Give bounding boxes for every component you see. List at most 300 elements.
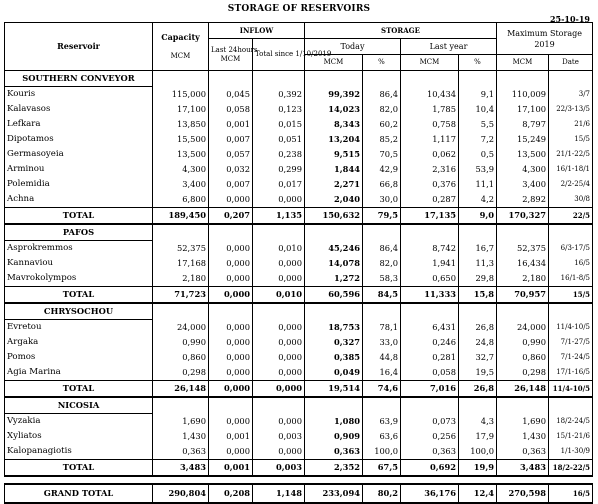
inflow-24h-cell: 0,032 — [209, 162, 253, 177]
header-ly-mcm: MCM — [401, 55, 459, 71]
inflow-total-cell: 0,015 — [253, 117, 305, 132]
inflow-total-cell: 0,392 — [253, 87, 305, 103]
header-today: Today — [305, 39, 401, 55]
storage-today-cell: 8,343 — [305, 117, 363, 132]
inflow-24h-cell: 0,000 — [209, 381, 253, 398]
section-empty-cell — [497, 71, 549, 87]
storage-today-cell: 0,327 — [305, 335, 363, 350]
storage-ly-cell: 0,246 — [401, 335, 459, 350]
inflow-24h-cell: 0,000 — [209, 414, 253, 430]
capacity-cell: 26,148 — [153, 381, 209, 398]
max-storage-date-cell: 7/1-24/5 — [549, 350, 593, 365]
inflow-24h-cell: 0,001 — [209, 117, 253, 132]
inflow-24h-cell: 0,000 — [209, 320, 253, 336]
storage-today-pct-cell: 80,2 — [363, 484, 401, 503]
section-empty-cell — [401, 303, 459, 320]
max-storage-cell: 2,180 — [497, 271, 549, 287]
inflow-24h-cell: 0,000 — [209, 256, 253, 271]
capacity-cell: 290,804 — [153, 484, 209, 503]
storage-ly-pct-cell: 19,5 — [459, 365, 497, 381]
inflow-total-cell: 0,000 — [253, 271, 305, 287]
storage-ly-cell: 7,016 — [401, 381, 459, 398]
reservoir-name: Lefkara — [5, 117, 153, 132]
max-storage-cell: 110,009 — [497, 87, 549, 103]
max-storage-date-cell: 16/5 — [549, 484, 593, 503]
storage-ly-cell: 1,941 — [401, 256, 459, 271]
storage-today-cell: 1,272 — [305, 271, 363, 287]
section-empty-cell — [549, 303, 593, 320]
inflow-total-cell: 0,010 — [253, 241, 305, 257]
max-storage-cell: 70,957 — [497, 287, 549, 304]
table-row — [5, 117, 593, 132]
storage-ly-cell: 0,650 — [401, 271, 459, 287]
storage-ly-pct-cell: 29,8 — [459, 271, 497, 287]
storage-today-pct-cell: 79,5 — [363, 208, 401, 225]
inflow-24h-cell: 0,057 — [209, 147, 253, 162]
section-empty-cell — [153, 397, 209, 414]
table-row — [5, 87, 593, 103]
storage-ly-pct-cell: 11,3 — [459, 256, 497, 271]
inflow-total-cell: 0,010 — [253, 287, 305, 304]
storage-ly-cell: 11,333 — [401, 287, 459, 304]
capacity-cell: 13,850 — [153, 117, 209, 132]
capacity-cell: 1,430 — [153, 429, 209, 444]
storage-ly-cell: 8,742 — [401, 241, 459, 257]
inflow-total-cell: 0,000 — [253, 256, 305, 271]
storage-today-pct-cell: 70,5 — [363, 147, 401, 162]
section-empty-cell — [459, 303, 497, 320]
inflow-total-cell: 1,135 — [253, 208, 305, 225]
storage-today-cell: 9,515 — [305, 147, 363, 162]
storage-ly-cell: 2,316 — [401, 162, 459, 177]
capacity-cell: 0,860 — [153, 350, 209, 365]
max-storage-cell: 3,400 — [497, 177, 549, 192]
storage-today-cell: 233,094 — [305, 484, 363, 503]
storage-today-cell: 14,023 — [305, 102, 363, 117]
section-header — [5, 224, 593, 241]
inflow-24h-cell: 0,000 — [209, 271, 253, 287]
inflow-24h-cell: 0,000 — [209, 192, 253, 208]
storage-today-pct-cell: 63,6 — [363, 429, 401, 444]
max-storage-date-cell: 21/1-22/5 — [549, 147, 593, 162]
storage-ly-cell: 10,434 — [401, 87, 459, 103]
storage-ly-cell: 0,062 — [401, 147, 459, 162]
storage-ly-cell: 0,692 — [401, 460, 459, 477]
max-storage-cell: 0,860 — [497, 350, 549, 365]
max-storage-cell: 0,990 — [497, 335, 549, 350]
section-empty-cell — [459, 397, 497, 414]
table-row — [5, 162, 593, 177]
capacity-cell: 115,000 — [153, 87, 209, 103]
capacity-cell: 4,300 — [153, 162, 209, 177]
grand-total-row — [5, 484, 593, 503]
spacer-row — [5, 476, 593, 484]
reservoir-name: Kannaviou — [5, 256, 153, 271]
max-storage-date-cell: 22/5 — [549, 208, 593, 225]
header-ly-pct: % — [459, 55, 497, 71]
capacity-cell: 0,363 — [153, 444, 209, 460]
inflow-24h-cell: 0,001 — [209, 429, 253, 444]
header-today-mcm: MCM — [305, 55, 363, 71]
inflow-total-cell: 0,000 — [253, 192, 305, 208]
capacity-cell: 13,500 — [153, 147, 209, 162]
max-storage-cell: 16,434 — [497, 256, 549, 271]
reservoir-name: Agia Marina — [5, 365, 153, 381]
storage-ly-pct-cell: 15,8 — [459, 287, 497, 304]
max-storage-cell: 3,483 — [497, 460, 549, 477]
capacity-cell: 15,500 — [153, 132, 209, 147]
inflow-24h-cell: 0,001 — [209, 460, 253, 477]
storage-ly-cell: 0,363 — [401, 444, 459, 460]
storage-ly-pct-cell: 19,9 — [459, 460, 497, 477]
storage-ly-pct-cell: 0,5 — [459, 147, 497, 162]
inflow-total-cell: 0,000 — [253, 444, 305, 460]
max-storage-date-cell: 17/1-16/5 — [549, 365, 593, 381]
storage-today-cell: 19,514 — [305, 381, 363, 398]
section-empty-cell — [363, 71, 401, 87]
storage-today-cell: 13,204 — [305, 132, 363, 147]
table-row — [5, 414, 593, 430]
capacity-cell: 2,180 — [153, 271, 209, 287]
max-storage-cell: 24,000 — [497, 320, 549, 336]
section-empty-cell — [253, 303, 305, 320]
storage-ly-pct-cell: 11,1 — [459, 177, 497, 192]
inflow-total-cell: 0,017 — [253, 177, 305, 192]
reservoir-name: Dipotamos — [5, 132, 153, 147]
section-header — [5, 397, 593, 414]
capacity-cell: 24,000 — [153, 320, 209, 336]
capacity-cell: 52,375 — [153, 241, 209, 257]
reservoir-name: Asprokremmos — [5, 241, 153, 257]
storage-ly-pct-cell: 16,7 — [459, 241, 497, 257]
capacity-cell: 1,690 — [153, 414, 209, 430]
storage-today-cell: 0,385 — [305, 350, 363, 365]
section-empty-cell — [401, 397, 459, 414]
storage-today-pct-cell: 74,6 — [363, 381, 401, 398]
inflow-24h-cell: 0,000 — [209, 444, 253, 460]
section-empty-cell — [401, 224, 459, 241]
section-empty-cell — [305, 71, 363, 87]
storage-ly-cell: 0,256 — [401, 429, 459, 444]
inflow-total-cell: 0,299 — [253, 162, 305, 177]
max-storage-cell: 8,797 — [497, 117, 549, 132]
section-empty-cell — [209, 71, 253, 87]
capacity-cell: 6,800 — [153, 192, 209, 208]
reservoir-name: Kalopanagiotis — [5, 444, 153, 460]
table-row — [5, 365, 593, 381]
reservoir-name: TOTAL — [5, 287, 153, 304]
table-row — [5, 147, 593, 162]
header-max-date: Date — [549, 55, 593, 71]
capacity-cell: 0,298 — [153, 365, 209, 381]
reservoir-name: Achna — [5, 192, 153, 208]
storage-ly-cell: 0,058 — [401, 365, 459, 381]
storage-today-cell: 99,392 — [305, 87, 363, 103]
storage-today-pct-cell: 42,9 — [363, 162, 401, 177]
table-row — [5, 192, 593, 208]
inflow-total-cell: 0,000 — [253, 350, 305, 365]
inflow-24h-cell: 0,045 — [209, 87, 253, 103]
storage-ly-cell: 0,376 — [401, 177, 459, 192]
storage-today-cell: 18,753 — [305, 320, 363, 336]
inflow-total-cell: 0,000 — [253, 414, 305, 430]
section-empty-cell — [305, 397, 363, 414]
table-row — [5, 335, 593, 350]
header-max-storage: Maximum Storage 2019 — [497, 23, 593, 55]
max-storage-date-cell: 16/1-8/5 — [549, 271, 593, 287]
total-row — [5, 381, 593, 398]
storage-today-pct-cell: 82,0 — [363, 256, 401, 271]
max-storage-date-cell: 11/4-10/5 — [549, 381, 593, 398]
reservoir-name: Arminou — [5, 162, 153, 177]
capacity-cell: 0,990 — [153, 335, 209, 350]
storage-today-pct-cell: 82,0 — [363, 102, 401, 117]
reservoir-name: Kouris — [5, 87, 153, 103]
storage-ly-cell: 17,135 — [401, 208, 459, 225]
table-row — [5, 350, 593, 365]
storage-ly-cell: 0,758 — [401, 117, 459, 132]
table-row — [5, 256, 593, 271]
table-header — [5, 23, 593, 71]
header-last24: Last 24hours MCM — [209, 39, 253, 71]
storage-ly-pct-cell: 17,9 — [459, 429, 497, 444]
storage-ly-pct-cell: 24,8 — [459, 335, 497, 350]
section-empty-cell — [209, 224, 253, 241]
reservoir-name: TOTAL — [5, 208, 153, 225]
storage-today-pct-cell: 30,0 — [363, 192, 401, 208]
max-storage-date-cell: 7/1-27/5 — [549, 335, 593, 350]
max-storage-date-cell: 16/1-18/1 — [549, 162, 593, 177]
max-storage-date-cell: 11/4-10/5 — [549, 320, 593, 336]
inflow-24h-cell: 0,007 — [209, 132, 253, 147]
storage-ly-pct-cell: 7,2 — [459, 132, 497, 147]
section-empty-cell — [253, 224, 305, 241]
max-storage-cell: 52,375 — [497, 241, 549, 257]
max-storage-date-cell: 30/8 — [549, 192, 593, 208]
inflow-24h-cell: 0,208 — [209, 484, 253, 503]
report-date: 25-10-19 — [549, 14, 590, 24]
inflow-total-cell: 0,238 — [253, 147, 305, 162]
inflow-24h-cell: 0,000 — [209, 350, 253, 365]
max-storage-cell: 26,148 — [497, 381, 549, 398]
table-row — [5, 102, 593, 117]
section-empty-cell — [209, 303, 253, 320]
section-header — [5, 303, 593, 320]
storage-ly-cell: 1,785 — [401, 102, 459, 117]
inflow-total-cell: 0,000 — [253, 365, 305, 381]
storage-today-pct-cell: 84,5 — [363, 287, 401, 304]
reservoir-name: Kalavasos — [5, 102, 153, 117]
section-name: SOUTHERN CONVEYOR — [5, 71, 153, 87]
section-empty-cell — [363, 397, 401, 414]
max-storage-date-cell: 2/2-25/4 — [549, 177, 593, 192]
section-empty-cell — [401, 71, 459, 87]
max-storage-date-cell: 16/5 — [549, 256, 593, 271]
table-row — [5, 444, 593, 460]
storage-today-cell: 2,271 — [305, 177, 363, 192]
max-storage-cell: 1,690 — [497, 414, 549, 430]
capacity-cell: 71,723 — [153, 287, 209, 304]
section-name: PAFOS — [5, 224, 153, 241]
storage-today-cell: 0,363 — [305, 444, 363, 460]
section-empty-cell — [497, 397, 549, 414]
max-storage-cell: 13,500 — [497, 147, 549, 162]
capacity-cell: 3,483 — [153, 460, 209, 477]
storage-today-cell: 2,040 — [305, 192, 363, 208]
inflow-24h-cell: 0,000 — [209, 287, 253, 304]
reservoir-name: TOTAL — [5, 460, 153, 477]
max-storage-date-cell: 22/3-13/5 — [549, 102, 593, 117]
reservoir-name: GRAND TOTAL — [5, 484, 153, 503]
storage-ly-cell: 36,176 — [401, 484, 459, 503]
storage-ly-pct-cell: 32,7 — [459, 350, 497, 365]
storage-today-pct-cell: 63,9 — [363, 414, 401, 430]
reservoir-name: Mavrokolympos — [5, 271, 153, 287]
section-empty-cell — [459, 71, 497, 87]
storage-today-pct-cell: 16,4 — [363, 365, 401, 381]
max-storage-date-cell: 18/2-24/5 — [549, 414, 593, 430]
inflow-total-cell: 0,003 — [253, 429, 305, 444]
reservoir-name: Evretou — [5, 320, 153, 336]
storage-today-pct-cell: 60,2 — [363, 117, 401, 132]
storage-today-cell: 45,246 — [305, 241, 363, 257]
max-storage-date-cell: 15/5 — [549, 287, 593, 304]
table-body — [5, 71, 593, 504]
header-today-pct: % — [363, 55, 401, 71]
total-row — [5, 460, 593, 477]
storage-today-cell: 150,632 — [305, 208, 363, 225]
max-storage-cell: 170,327 — [497, 208, 549, 225]
total-row — [5, 208, 593, 225]
section-empty-cell — [305, 224, 363, 241]
storage-ly-pct-cell: 9,0 — [459, 208, 497, 225]
storage-ly-pct-cell: 4,3 — [459, 414, 497, 430]
section-empty-cell — [153, 71, 209, 87]
max-storage-date-cell: 21/6 — [549, 117, 593, 132]
capacity-cell: 3,400 — [153, 177, 209, 192]
table-row — [5, 271, 593, 287]
reservoir-table — [4, 22, 593, 504]
section-empty-cell — [253, 71, 305, 87]
max-storage-date-cell: 15/1-21/6 — [549, 429, 593, 444]
storage-ly-cell: 1,117 — [401, 132, 459, 147]
section-empty-cell — [549, 397, 593, 414]
storage-ly-cell: 0,287 — [401, 192, 459, 208]
storage-today-cell: 1,844 — [305, 162, 363, 177]
header-last-year: Last year — [401, 39, 497, 55]
header-storage: STORAGE — [305, 23, 497, 39]
storage-today-pct-cell: 100,0 — [363, 444, 401, 460]
storage-today-pct-cell: 78,1 — [363, 320, 401, 336]
total-row — [5, 287, 593, 304]
inflow-total-cell: 0,000 — [253, 320, 305, 336]
table-row — [5, 177, 593, 192]
page-title: STORAGE OF RESERVOIRS — [227, 4, 371, 14]
header-total-since: Total since 1/10/2019 — [253, 39, 305, 71]
inflow-total-cell: 0,123 — [253, 102, 305, 117]
reservoir-name: Vyzakia — [5, 414, 153, 430]
table-row — [5, 320, 593, 336]
storage-today-pct-cell: 85,2 — [363, 132, 401, 147]
section-empty-cell — [253, 397, 305, 414]
inflow-total-cell: 0,000 — [253, 381, 305, 398]
section-empty-cell — [549, 224, 593, 241]
section-empty-cell — [153, 224, 209, 241]
max-storage-cell: 17,100 — [497, 102, 549, 117]
inflow-24h-cell: 0,058 — [209, 102, 253, 117]
max-storage-cell: 15,249 — [497, 132, 549, 147]
max-storage-date-cell: 1/1-30/9 — [549, 444, 593, 460]
storage-today-cell: 60,596 — [305, 287, 363, 304]
section-empty-cell — [549, 71, 593, 87]
max-storage-cell: 270,598 — [497, 484, 549, 503]
inflow-total-cell: 0,051 — [253, 132, 305, 147]
section-empty-cell — [363, 224, 401, 241]
max-storage-cell: 1,430 — [497, 429, 549, 444]
spacer-cell — [5, 476, 593, 484]
storage-today-pct-cell: 86,4 — [363, 87, 401, 103]
storage-ly-pct-cell: 9,1 — [459, 87, 497, 103]
max-storage-date-cell: 15/5 — [549, 132, 593, 147]
storage-ly-pct-cell: 100,0 — [459, 444, 497, 460]
storage-ly-pct-cell: 5,5 — [459, 117, 497, 132]
inflow-total-cell: 1,148 — [253, 484, 305, 503]
section-empty-cell — [497, 303, 549, 320]
inflow-total-cell: 0,000 — [253, 335, 305, 350]
header-max-mcm: MCM — [497, 55, 549, 71]
storage-ly-cell: 0,281 — [401, 350, 459, 365]
max-storage-cell: 4,300 — [497, 162, 549, 177]
inflow-24h-cell: 0,207 — [209, 208, 253, 225]
storage-ly-cell: 6,431 — [401, 320, 459, 336]
max-storage-cell: 0,298 — [497, 365, 549, 381]
section-empty-cell — [209, 397, 253, 414]
section-empty-cell — [459, 224, 497, 241]
reservoir-name: Germasoyeia — [5, 147, 153, 162]
reservoir-name: Argaka — [5, 335, 153, 350]
inflow-24h-cell: 0,000 — [209, 365, 253, 381]
inflow-total-cell: 0,003 — [253, 460, 305, 477]
storage-today-pct-cell: 33,0 — [363, 335, 401, 350]
section-empty-cell — [497, 224, 549, 241]
table-row — [5, 241, 593, 257]
section-empty-cell — [153, 303, 209, 320]
storage-today-pct-cell: 44,8 — [363, 350, 401, 365]
header-reservoir: Reservoir — [5, 23, 153, 71]
max-storage-cell: 2,892 — [497, 192, 549, 208]
storage-ly-pct-cell: 53,9 — [459, 162, 497, 177]
inflow-24h-cell: 0,000 — [209, 335, 253, 350]
reservoir-name: Pomos — [5, 350, 153, 365]
capacity-cell: 189,450 — [153, 208, 209, 225]
storage-ly-pct-cell: 12,4 — [459, 484, 497, 503]
max-storage-date-cell: 6/3-17/5 — [549, 241, 593, 257]
reservoir-name: TOTAL — [5, 381, 153, 398]
section-empty-cell — [363, 303, 401, 320]
storage-today-pct-cell: 58,3 — [363, 271, 401, 287]
table-row — [5, 132, 593, 147]
storage-ly-pct-cell: 10,4 — [459, 102, 497, 117]
storage-ly-pct-cell: 26,8 — [459, 381, 497, 398]
storage-today-cell: 0,909 — [305, 429, 363, 444]
storage-today-cell: 14,078 — [305, 256, 363, 271]
max-storage-cell: 0,363 — [497, 444, 549, 460]
storage-today-pct-cell: 66,8 — [363, 177, 401, 192]
section-header — [5, 71, 593, 87]
storage-ly-cell: 0,073 — [401, 414, 459, 430]
storage-ly-pct-cell: 26,8 — [459, 320, 497, 336]
capacity-cell: 17,100 — [153, 102, 209, 117]
